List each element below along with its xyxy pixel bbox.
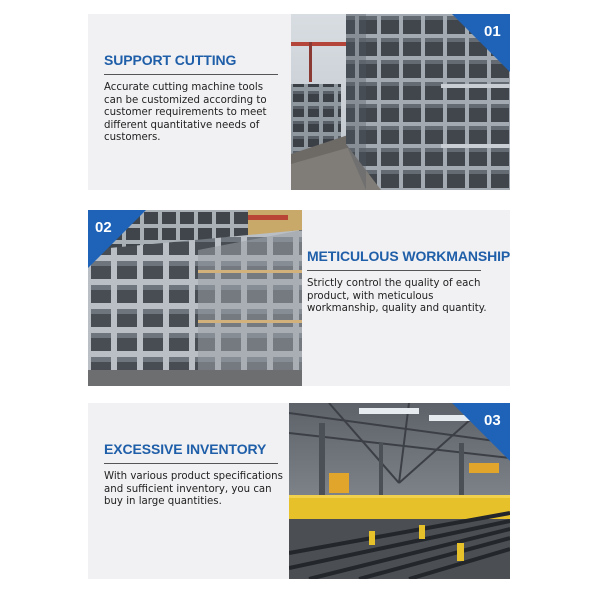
- section-description: Accurate cutting machine tools can be customized according to customer requirements to meet different quantitative needs of customers.: [104, 82, 267, 144]
- section-number-badge: [452, 14, 510, 72]
- section-description: Strictly control the quality of each product, with meticulous workmanship, quality and quantity.: [307, 278, 487, 315]
- section-number-badge: [452, 403, 510, 461]
- section-title: EXCESSIVE INVENTORY: [104, 441, 267, 457]
- section-title: METICULOUS WORKMANSHIP: [307, 248, 510, 264]
- section-number-badge: [88, 210, 146, 268]
- section-description: With various product specifications and sufficient inventory, you can buy in large quantities.: [104, 471, 283, 508]
- section-support-cutting: [88, 14, 510, 190]
- section-text: [104, 52, 282, 145]
- section-number: 02: [95, 219, 112, 236]
- section-text: [104, 441, 292, 509]
- section-number: 03: [484, 412, 501, 429]
- title-divider: [104, 74, 278, 75]
- section-text: [307, 248, 510, 316]
- title-divider: [307, 270, 481, 271]
- section-number: 01: [484, 23, 501, 40]
- section-meticulous-workmanship: [88, 210, 510, 386]
- section-excessive-inventory: [88, 403, 510, 579]
- title-divider: [104, 463, 278, 464]
- section-title: SUPPORT CUTTING: [104, 52, 237, 68]
